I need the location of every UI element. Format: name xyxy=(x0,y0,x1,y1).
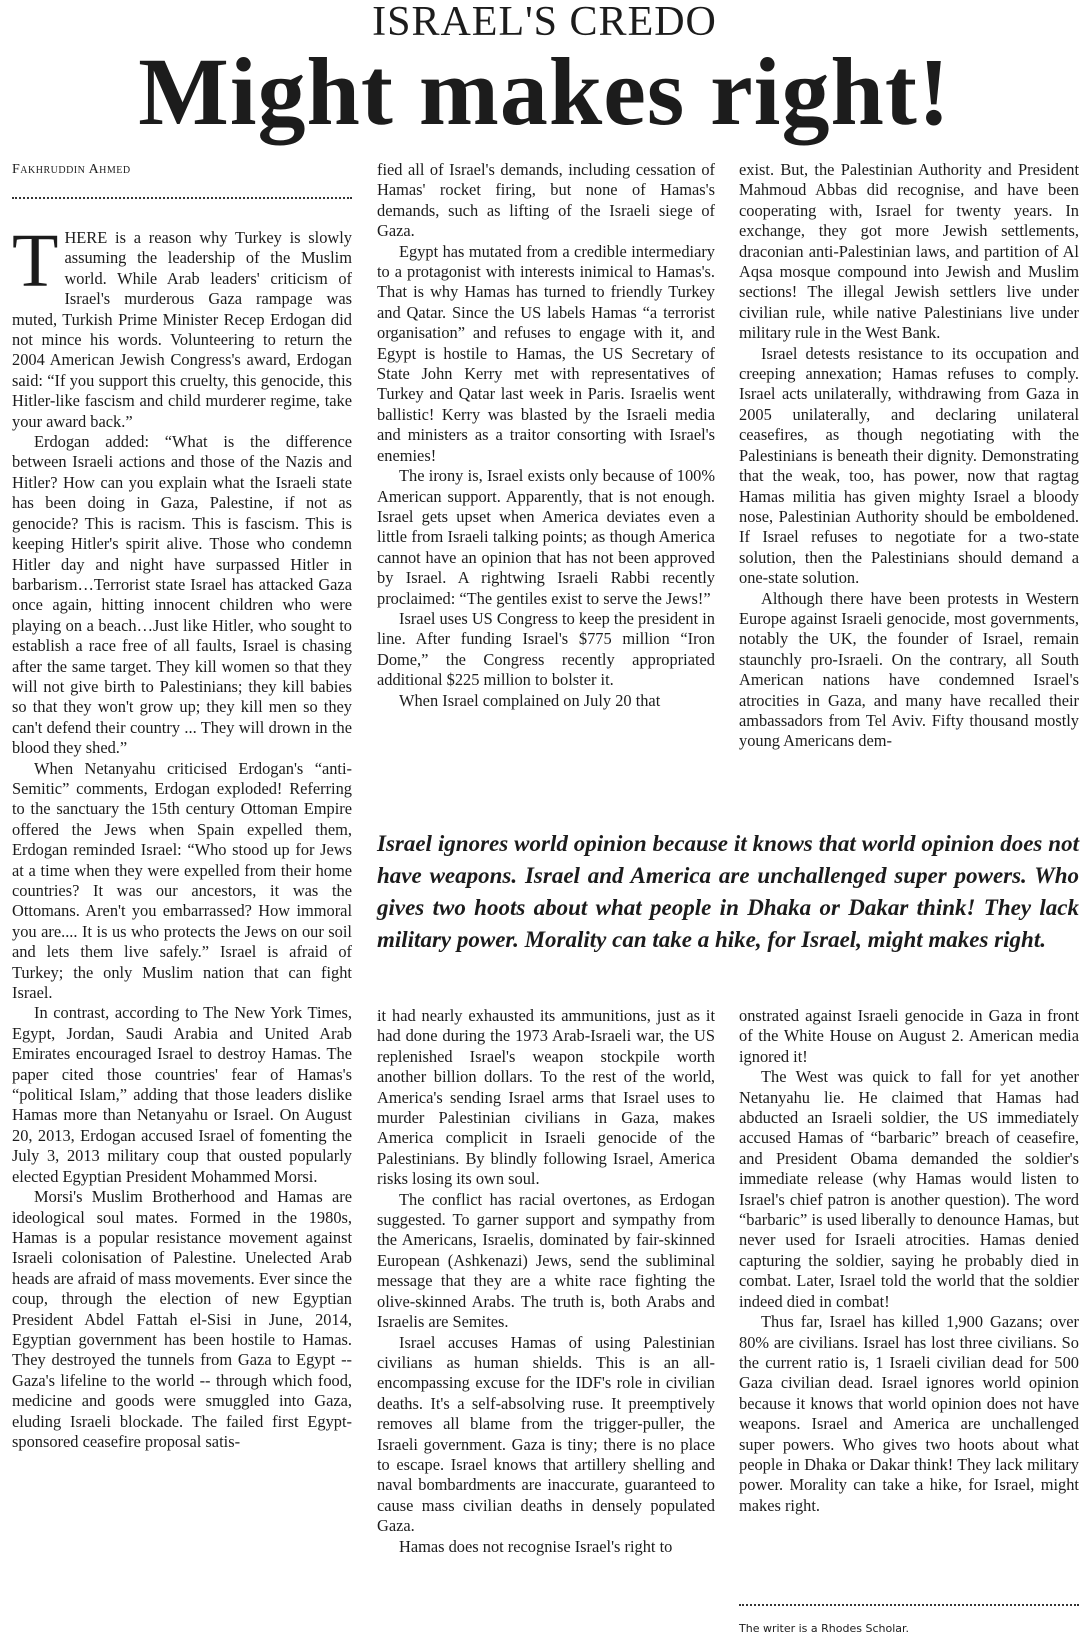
column-1 xyxy=(12,219,352,1452)
column-2-top xyxy=(377,160,715,711)
paragraph: onstrated against Israeli genocide in Gaza in front of the White House on August 2. American media ignored it! xyxy=(739,1006,1079,1066)
footer-rule xyxy=(739,1604,1079,1606)
paragraph: Israel accuses Hamas of using Palestinian civilians as human shields. This is an all-encompassing excuse for the IDF's role in civilian deaths. It's a self-absolving ruse. It preemptively removes all blame from the trigger-puller, the Israeli government. Gaza is tiny; there is no place to escape. Israel knows that artillery shelling and naval bombardments are inaccurate, guaranteed to cause mass civilian deaths in densely populated Gaza. xyxy=(377,1332,715,1536)
column-3-top xyxy=(739,160,1079,752)
paragraph: Hamas does not recognise Israel's right to xyxy=(399,1536,673,1556)
paragraph: In contrast, according to The New York Times, Egypt, Jordan, Saudi Arabia and United Arab Emirates encouraged Israel to destroy Hamas. The paper cited those countries' fear of Hamas's “political Islam,” adding that those leaders dislike Hamas more than Netanyahu or Israel. On August 20, 2013, Erdogan accused Israel of fomenting the July 3, 2013 military coup that ousted popularly elected Egyptian President Mohammed Morsi. xyxy=(12,1003,352,1186)
paragraph: fied all of Israel's demands, including cessation of Hamas' rocket firing, but none of Hamas's demands, such as lifting of the Israeli siege of Gaza. xyxy=(377,160,715,241)
paragraph: exist. But, the Palestinian Authority and President Mahmoud Abbas did recognise, and have been cooperating with, Israel for twenty years. In exchange, they got more Jewish settlements, draconian anti-Palestinian laws, and partition of Al Aqsa mosque compound into Jewish and Muslim sections! The illegal Jewish settlers live under civilian rule, while native Palestinians live under military rule in the West Bank. xyxy=(739,160,1079,343)
paragraph: Israel detests resistance to its occupation and creeping annexation; Hamas refuses to comply. Israel acts unilaterally, withdrawing from Gaza in 2005 unilaterally, and declaring unilateral ceasefires, as though negotiating with the Palestinians is beneath their dignity. Demonstrating that the weak, too, has power, now that ragtag Hamas militia has given mighty Israel a bloody nose, Palestinian Authority should be emboldened. If Israel refuses to negotiate for a two-state solution, then the Palestinians should demand a one-state solution. xyxy=(739,343,1079,588)
paragraph: The irony is, Israel exists only because of 100% American support. Apparently, that is not enough. Israel gets upset when America deviates even a little from Israeli talking points; as though America cannot have an opinion that has not been approved by Israel. A rightwing Israeli Rabbi recently proclaimed: “The gentiles exist to serve the Jews!” xyxy=(377,466,715,608)
headline: Might makes right! xyxy=(138,38,951,145)
pull-quote: Israel ignores world opinion because it knows that world opinion does not have weapons. Israel and America are unchallenged super powers. Who gives two hoots about what people in Dhaka or Dakar think! They lack military power. Morality can take a hike, for Israel, might makes right. xyxy=(377,831,1079,952)
paragraph: Morsi's Muslim Brotherhood and Hamas are ideological soul mates. Formed in the 1980s, Hamas is a popular resistance movement against Israeli colonisation of Palestine. Unelected Arab heads are afraid of mass movements. Ever since the coup, through the election of new Egyptian President Abdel Fattah el-Sisi in June, 2014, Egyptian government has been hostile to Hamas. They destroyed the tunnels from Gaza to Egypt -- Gaza's lifeline to the world -- through which food, medicine and goods were smuggled into Gaza, eluding Israeli blockade. The failed first Egypt-sponsored ceasefire proposal satis- xyxy=(12,1187,352,1451)
column-2-bottom xyxy=(377,1006,715,1557)
kicker: ISRAEL'S CREDO xyxy=(372,0,717,45)
byline-rule xyxy=(12,197,352,199)
paragraph: The conflict has racial overtones, as Erdogan suggested. To garner support and sympathy from the Americans, Israelis, dominated by fair-skinned European (Ashkenazi) Jews, send the subliminal message that they are a white race fighting the olive-skinned Arabs. The truth is, both Arabs and Israelis are Semites. xyxy=(377,1189,715,1332)
paragraph: Israel uses US Congress to keep the president in line. After funding Israel's $775 million “Iron Dome,” the Congress recently appropriated additional $225 million to bolster it. xyxy=(377,608,715,690)
paragraph: Erdogan added: “What is the difference between Israeli actions and those of the Nazis and Hitler? How can you explain what the Israeli state has been doing in Gaza, Palestine, if not as genocide? This is racism. This is fascism. This is keeping Hitler's spirit alive. Those who condemn Hitler day and night have surpassed Hitler in barbarism…Terrorist state Israel has attacked Gaza once again, hitting innocent children who were playing on a beach…Just like Hitler, who sought to establish a race free of all faults, Israel is chasing after the same target. They kill women so that they will not give birth to Palestinians; they kill babies so that they won't grow up; they kill men so they can't defend their country ... They will drown in the blood they shed.” xyxy=(12,432,352,758)
paragraph: Although there have been protests in Western Europe against Israeli genocide, most governments, notably the UK, the founder of Israel, remain staunchly pro-Israeli. On the contrary, all South American nations have condemned Israel's atrocities in Gaza, and many have recalled their ambassadors from Tel Aviv. Fifty thousand mostly young Americans dem- xyxy=(739,588,1079,751)
byline: Fakhruddin Ahmed xyxy=(12,162,131,177)
paragraph: Egypt has mutated from a credible intermediary to a protagonist with interests inimical to Hamas's. That is why Hamas has turned to friendly Turkey and Qatar. Since the US labels Hamas “a terrorist organisation” and refuses to engage with it, and Egypt is hostile to Hamas, the US Secretary of State John Kerry met with representatives of Turkey and Qatar last week in Paris. Israelis went ballistic! Kerry was blasted by the Israeli media and ministers as a traitor consorting with Israel's enemies! xyxy=(377,241,715,465)
paragraph: The West was quick to fall for yet another Netanyahu lie. He claimed that Hamas had abducted an Israeli soldier, the US immediately accused Hamas of “barbaric” breach of ceasefire, and President Obama demanded the soldier's immediate release (why Hamas would listen to Israel's chief patron is another question). The word “barbaric” is used liberally to denounce Hamas, but never used for Israeli atrocities. Hamas denied capturing the soldier, saying he probably died in combat. Later, Israel told the world that the soldier indeed died in combat! xyxy=(739,1067,1079,1311)
paragraph: it had nearly exhausted its ammunitions, just as it had done during the 1973 Arab-Israeli war, the US replenished Israel's weapon stockpile worth another billion dollars. To the rest of the world, America's sending Israel arms that Israel uses to murder Palestinian civilians in Gaza, makes America complicit in Israeli genocide of the Palestinians. By blindly following Israel, America risks losing its own soul. xyxy=(377,1006,715,1189)
paragraph: When Netanyahu criticised Erdogan's “anti-Semitic” comments, Erdogan exploded! Referring to the sanctuary the 15th century Ottoman Empire offered the Jews when Spain expelled them, Erdogan reminded Israel: “Who stood up for Jews at a time when they were expelled from their home countries? It was our ancestors, it was the Ottomans. Aren't you embarrassed? How immoral you are.... It is us who protects the Jews on our soil and lets them live safely.” Israel is afraid of Turkey; the only Muslim nation that can fight Israel. xyxy=(12,758,352,1003)
paragraph: When Israel complained on July 20 that xyxy=(399,690,661,710)
drop-cap: T xyxy=(12,219,59,303)
paragraph: Thus far, Israel has killed 1,900 Gazans; over 80% are civilians. Israel has lost three civilians. So the current ratio is, 1 Israeli civilian dead for 500 Gaza civilian dead. Israel ignores world opinion because it knows that world opinion does not have weapons. Israel and America are unchallenged super powers. Who gives two hoots about what people in Dhaka or Dakar think! They lack military power. Morality can take a hike, for Israel, might makes right. xyxy=(739,1312,1079,1515)
paragraph: THERE is a reason why Turkey is slowly assuming the leadership of the Muslim world. While Arab leaders' criticism of Israel's murderous Gaza rampage was muted, Turkish Prime Minister Recep Erdogan did not mince his words. Volunteering to return the 2004 American Jewish Congress's award, Erdogan said: “If you support this cruelty, this genocide, this Hitler-like fascism and child murderer regime, take your award back.” xyxy=(12,219,352,431)
writer-note: The writer is a Rhodes Scholar. xyxy=(739,1622,910,1635)
column-3-bottom xyxy=(739,1006,1079,1516)
